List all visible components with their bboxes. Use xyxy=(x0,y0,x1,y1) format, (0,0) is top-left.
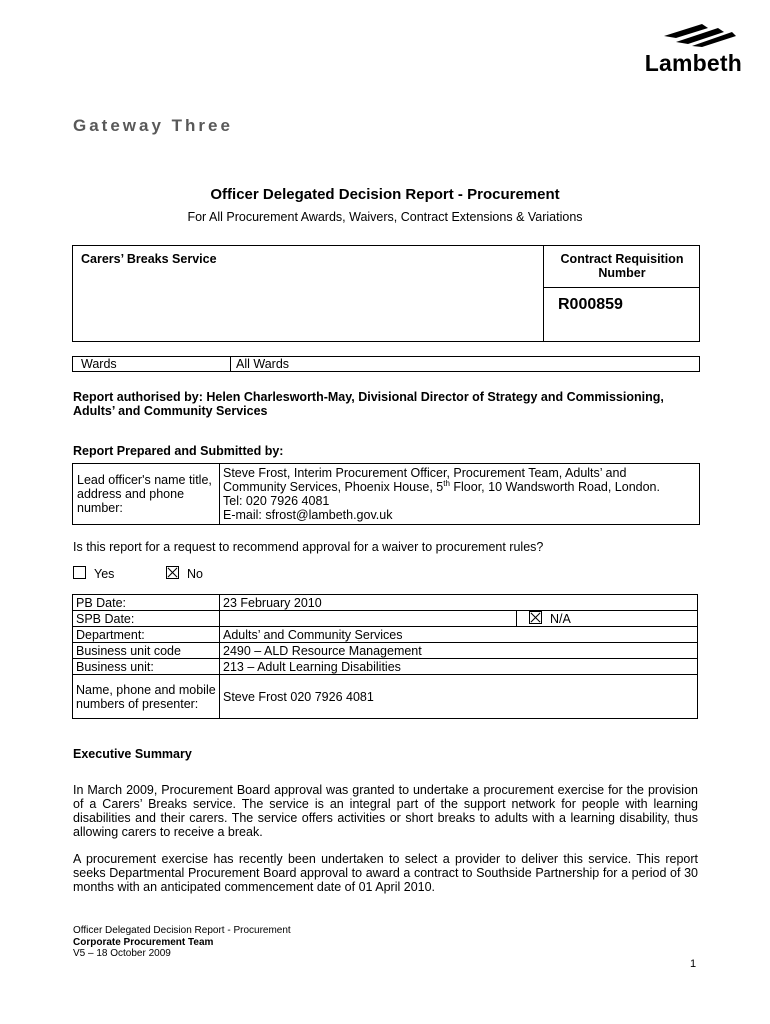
lead-officer-details xyxy=(223,466,697,522)
bu-label: Business unit: xyxy=(73,659,220,675)
requisition-number: R000859 xyxy=(558,296,623,313)
details-table xyxy=(72,594,698,719)
footer-line1: Officer Delegated Decision Report - Procurement xyxy=(73,925,291,936)
na-label: N/A xyxy=(550,611,571,626)
bu-value: 213 – Adult Learning Disabilities xyxy=(220,659,698,675)
no-checkbox[interactable] xyxy=(166,566,179,579)
table-row xyxy=(73,659,698,675)
executive-summary-heading: Executive Summary xyxy=(73,747,192,761)
waiver-no-option[interactable] xyxy=(166,566,203,581)
gateway-heading: Gateway Three xyxy=(73,116,233,135)
lead-divider xyxy=(219,464,220,524)
wards-value: All Wards xyxy=(236,357,290,371)
requisition-label-line2: Number xyxy=(598,266,646,280)
lead-line2-a: Community Services, Phoenix House, 5 xyxy=(223,480,444,494)
page-number: 1 xyxy=(690,958,697,970)
department-label: Department: xyxy=(73,627,220,643)
footer-line3: V5 – 18 October 2009 xyxy=(73,948,171,959)
yes-label: Yes xyxy=(94,567,115,581)
pb-date-label: PB Date: xyxy=(73,595,220,611)
requisition-label-line1: Contract Requisition xyxy=(560,252,684,266)
service-name: Carers’ Breaks Service xyxy=(81,252,217,266)
spb-date-value xyxy=(220,611,698,627)
lead-line2-b: Floor, 10 Wandsworth Road, London. xyxy=(449,480,660,494)
footer xyxy=(73,925,291,960)
bu-code-value: 2490 – ALD Resource Management xyxy=(220,643,698,659)
wards-label: Wards xyxy=(81,357,117,371)
spb-date-label: SPB Date: xyxy=(73,611,220,627)
table-row xyxy=(73,643,698,659)
lead-phone: Tel: 020 7926 4081 xyxy=(223,494,330,508)
presenter-label: Name, phone and mobile numbers of presenter: xyxy=(73,675,220,719)
table-row xyxy=(73,595,698,611)
footer-line2: Corporate Procurement Team xyxy=(73,936,214,948)
waiver-question: Is this report for a request to recommend approval for a waiver to procurement rules? xyxy=(73,540,544,554)
prepared-heading: Report Prepared and Submitted by: xyxy=(73,444,284,458)
lead-officer-table xyxy=(72,463,700,525)
contract-box xyxy=(72,245,700,342)
lambeth-swoosh-icon xyxy=(662,22,738,48)
lead-line1: Steve Frost, Interim Procurement Officer, Procurement Team, Adults’ and xyxy=(223,466,627,480)
waiver-yes-option[interactable] xyxy=(73,566,114,581)
authorised-line1: Report authorised by: Helen Charlesworth-May, Divisional Director of Strategy and Commissioning, xyxy=(73,390,664,404)
table-row xyxy=(73,627,698,643)
authorised-line2: Adults’ and Community Services xyxy=(73,404,268,418)
lead-line2 xyxy=(223,480,697,494)
executive-para-2: A procurement exercise has recently been undertaken to select a provider to deliver this service. This report seeks Departmental Procurement Board approval to award a contract to Southside Partnership for a period of 30 months with an anticipated commencement date of 01 April 2010. xyxy=(73,852,698,894)
requisition-divider xyxy=(544,287,700,288)
page-title: Officer Delegated Decision Report - Procurement xyxy=(210,186,560,203)
page-subtitle: For All Procurement Awards, Waivers, Contract Extensions & Variations xyxy=(187,210,583,224)
presenter-value: Steve Frost 020 7926 4081 xyxy=(220,675,698,719)
table-row xyxy=(73,611,698,627)
no-label: No xyxy=(187,567,203,581)
lead-email: E-mail: sfrost@lambeth.gov.uk xyxy=(223,508,393,522)
na-checkbox[interactable] xyxy=(529,611,542,624)
wards-divider xyxy=(230,357,231,371)
yes-checkbox[interactable] xyxy=(73,566,86,579)
executive-para-1: In March 2009, Procurement Board approval was granted to undertake a procurement exercise for the provision of a Carers’ Breaks service. The service is an integral part of the support network for people with learning disabilities and their carers. The service offers activities or short breaks to adults with a learning disability, thus allowing carers to receive a break. xyxy=(73,783,698,839)
lambeth-logo xyxy=(592,22,742,78)
lead-officer-label: Lead officer's name title, address and phone number: xyxy=(77,473,212,515)
pb-date-value: 23 February 2010 xyxy=(220,595,698,611)
logo-text: Lambeth xyxy=(644,50,742,76)
requisition-label xyxy=(544,252,700,280)
requisition-cell xyxy=(543,246,700,341)
spb-na-cell[interactable] xyxy=(516,611,697,627)
authorised-by xyxy=(73,390,698,418)
bu-code-label: Business unit code xyxy=(73,643,220,659)
table-row xyxy=(73,675,698,719)
wards-row xyxy=(72,356,700,372)
department-value: Adults’ and Community Services xyxy=(220,627,698,643)
lead-line2-sup: th xyxy=(443,478,450,488)
